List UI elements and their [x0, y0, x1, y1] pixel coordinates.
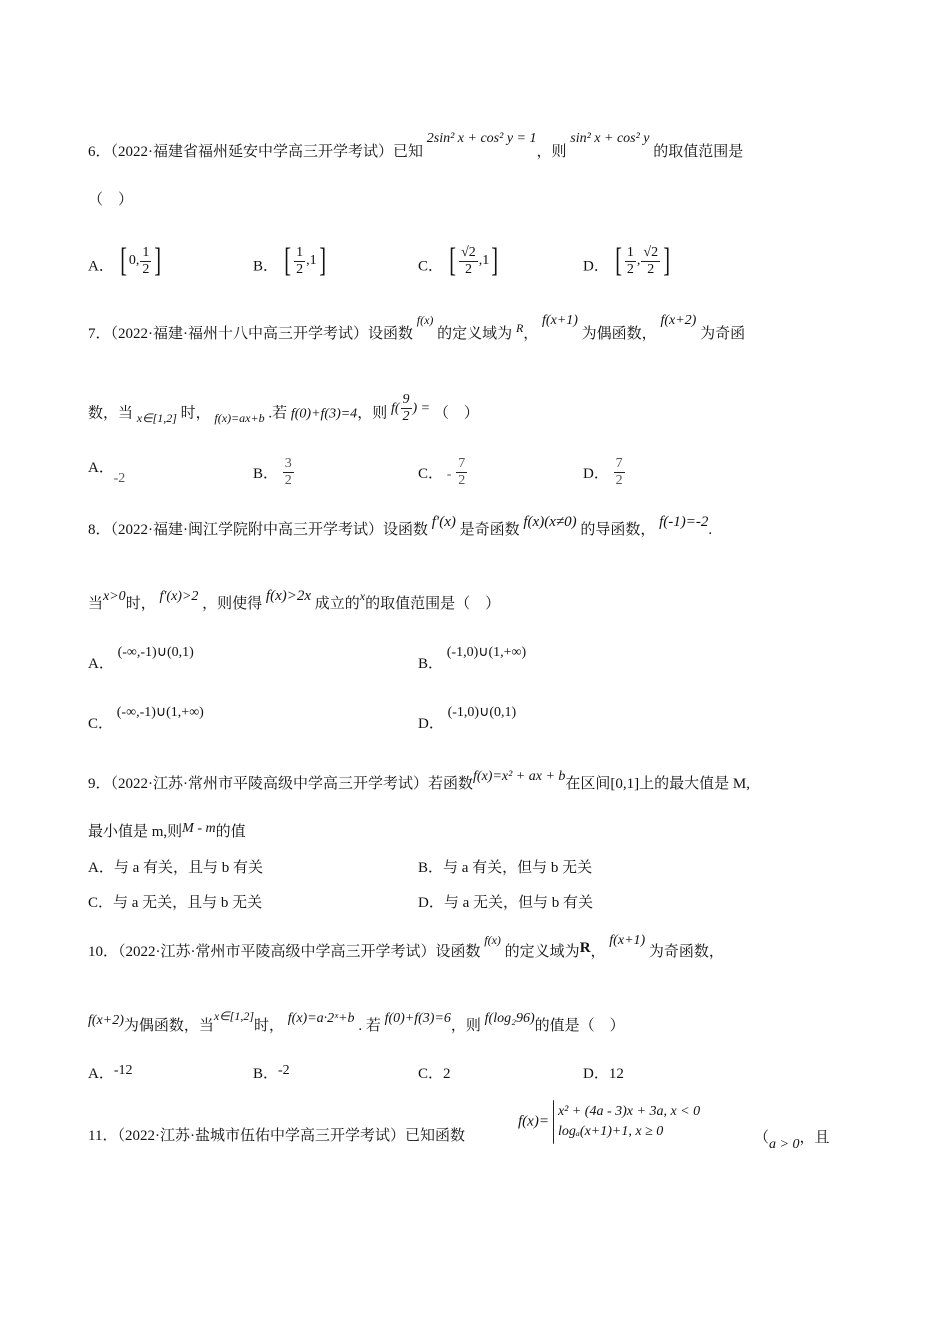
text-fragment: 最小值是 m,则	[88, 824, 183, 840]
option-math: -12	[113, 1063, 133, 1078]
q10-option-c[interactable]	[418, 1064, 451, 1084]
text-fragment: 为偶函数，	[581, 326, 657, 342]
math-inequality: f′(x)>2	[159, 589, 199, 604]
question-9-stem	[88, 769, 751, 795]
brace	[553, 1100, 554, 1144]
text-fragment: 的值	[215, 824, 246, 840]
q9-option-c[interactable]	[88, 893, 262, 913]
question-9-line2	[88, 822, 246, 843]
option-label: C．	[418, 258, 444, 275]
text-fragment: ，则使得	[202, 596, 263, 612]
text-fragment: （ ）	[433, 405, 479, 422]
q7-option-d[interactable]	[583, 458, 626, 491]
math-fx: f(x)=	[518, 1113, 549, 1130]
text-fragment: 时，	[125, 596, 156, 612]
option-label: D．	[583, 465, 609, 482]
question-number: 6．	[88, 144, 111, 160]
text-fragment: 的取值范围是（ ）	[365, 596, 501, 612]
math-fx: f(x)	[484, 933, 501, 947]
text-fragment: 为奇函	[700, 326, 746, 342]
math-fx: f(x)(x≠0)	[523, 514, 577, 530]
math-fprime: f′(x)	[431, 514, 456, 530]
math-R: R	[579, 940, 591, 956]
question-6-stem	[88, 131, 744, 163]
question-number: 11．	[88, 1128, 118, 1144]
question-6-paren: （ ）	[88, 192, 134, 208]
text-fragment: .	[708, 522, 713, 538]
math-fx: f(x)=x² + ax + b	[473, 769, 566, 784]
question-source: （2022·江苏·常州市平陵高级中学高三开学考试）若函数	[110, 776, 474, 792]
question-number: 9．	[88, 776, 111, 792]
math-f2: f(x+2)	[88, 1013, 124, 1028]
math-f1: f(x+1)	[542, 313, 578, 328]
text-fragment: 的值是（ ）	[534, 1018, 625, 1034]
option-label: B．	[418, 656, 444, 672]
math-xpos: x>0	[103, 589, 126, 604]
option-math: (-1,0)∪(0,1)	[447, 705, 517, 720]
text-fragment: .若	[268, 405, 288, 422]
option-math: - $\frac{7}{2}$	[446, 456, 466, 488]
option-math: $\frac{7}{2}$	[615, 456, 623, 488]
option-label: B．	[253, 465, 279, 482]
question-11-stem	[88, 1126, 465, 1146]
option-label: A．	[88, 1066, 114, 1082]
math-definition: f(x)=a·2ˣ+b	[287, 1011, 355, 1026]
question-number: 10．	[88, 944, 119, 960]
question-8-line2	[88, 588, 501, 615]
q7-option-b[interactable]	[253, 458, 295, 491]
option-math: [ $\frac{√2}{2}$ ,1]	[449, 242, 499, 279]
question-source: （2022·福建·闽江学院附中高三开学考试）设函数	[110, 522, 429, 538]
math-f2: f(x+2)	[660, 313, 697, 328]
text-fragment: 在区间[0,1]上的最大值是 M,	[565, 776, 751, 792]
option-label: D．	[418, 895, 444, 911]
math-domain: x∈[1,2]	[213, 1009, 255, 1023]
q9-option-a[interactable]	[88, 858, 263, 878]
piecewise-case-2: logₐ(x+1)+1, x ≥ 0	[557, 1124, 664, 1139]
text-fragment: 成立的	[314, 596, 360, 612]
option-label: A．	[88, 258, 114, 275]
option-text: 2	[443, 1066, 451, 1082]
option-label: C．	[88, 716, 114, 732]
math-condition: f(0)+f(3)=4	[290, 406, 358, 422]
text-fragment: 时，	[254, 1018, 285, 1034]
math-x: x	[359, 589, 366, 603]
q6-option-d[interactable]	[583, 242, 672, 284]
text-fragment: 为奇函数，	[648, 944, 724, 960]
question-source: （2022·江苏·常州市平陵高级中学高三开学考试）设函数	[118, 944, 481, 960]
q10-option-d[interactable]	[583, 1064, 624, 1084]
math-condition: f(-1)=-2	[659, 514, 709, 530]
option-math: [ 0, $\frac{1}{2}$ ]	[119, 242, 162, 279]
text-fragment: 为偶函数，当	[123, 1018, 214, 1034]
q6-option-c[interactable]	[418, 242, 501, 284]
option-text: 与 a 有关，但与 b 无关	[443, 860, 593, 876]
option-label: D．	[583, 258, 609, 275]
math-a-positive: a > 0	[769, 1137, 800, 1152]
question-number: 8．	[88, 522, 111, 538]
question-8-stem	[88, 514, 713, 540]
option-label: C．	[418, 465, 444, 482]
math-ask: f(log₂96)	[484, 1011, 535, 1026]
math-R: R	[515, 321, 524, 335]
option-label: B．	[418, 860, 444, 876]
math-ask: f(x)>2x	[265, 588, 312, 604]
option-text: 与 a 有关，且与 b 有关	[113, 860, 264, 876]
piecewise-function	[518, 1100, 700, 1144]
q7-option-a[interactable]	[88, 458, 129, 486]
q9-option-d[interactable]	[418, 893, 593, 913]
q10-option-b[interactable]	[253, 1064, 290, 1085]
option-math: (-1,0)∪(1,+∞)	[446, 645, 527, 660]
q8-option-d[interactable]	[418, 705, 517, 735]
math-f1: f(x+1)	[609, 933, 646, 948]
option-math: $\frac{3}{2}$	[284, 456, 292, 488]
option-text: 与 a 无关，且与 b 无关	[113, 895, 263, 911]
math-difference: M - m	[182, 821, 216, 836]
question-10-stem	[88, 933, 724, 963]
question-number: 7．	[88, 326, 111, 342]
math-expression: sin² x + cos² y	[570, 131, 650, 146]
option-math: (-∞,-1)∪(0,1)	[117, 645, 194, 660]
question-7-stem	[88, 313, 746, 345]
math-domain: x∈[1,2]	[136, 410, 177, 425]
text-fragment: 是奇函数	[459, 522, 520, 538]
question-7-line2: 数，当 $_{x\in[1,2]}$ 时， $_{f(x)=ax+b}$ .若 f(0)+f(3)=4，则 f( $\frac{9}{2}$ ) = （ ）	[88, 392, 479, 425]
text-fragment: ，则	[450, 1018, 481, 1034]
question-11-tail	[754, 1128, 830, 1152]
math-condition: f(0)+f(3)=6	[384, 1011, 451, 1026]
q8-option-a[interactable]	[88, 645, 194, 675]
text-fragment: ，	[590, 944, 606, 960]
question-source: （2022·福建·福州十八中高三开学考试）设函数	[110, 326, 414, 342]
option-label: D．	[418, 716, 444, 732]
text-fragment: 的定义域为	[504, 944, 580, 960]
option-math: -2	[113, 471, 126, 486]
text-fragment: 的导函数，	[580, 522, 656, 538]
option-label: A．	[88, 860, 114, 876]
math-definition: f(x)=ax+b	[214, 410, 265, 425]
option-math: [ $\frac{1}{2}$ , $\frac{√2}{2}$ ]	[614, 242, 671, 279]
text-fragment: 数，当	[88, 405, 134, 422]
option-text: 12	[608, 1066, 624, 1082]
piecewise-case-1: x² + (4a - 3)x + 3a, x < 0	[557, 1104, 701, 1119]
question-source: （2022·江苏·盐城市伍佑中学高三开学考试）已知函数	[117, 1128, 465, 1144]
option-label: C．	[418, 1066, 444, 1082]
option-math: -2	[278, 1063, 290, 1078]
q8-option-b[interactable]	[418, 645, 527, 675]
text-fragment: ，则	[357, 405, 388, 422]
text-fragment: 当	[88, 596, 104, 612]
text-fragment: （	[754, 1130, 770, 1146]
text-fragment: 时，	[180, 405, 211, 422]
question-10-line2	[88, 1009, 625, 1037]
q6-option-b[interactable]	[253, 242, 328, 284]
option-label: B．	[253, 258, 279, 275]
text-fragment: 的取值范围是	[653, 144, 744, 160]
q6-option-a[interactable]	[88, 242, 164, 284]
option-label: A．	[88, 656, 114, 672]
option-label: B．	[253, 1066, 279, 1082]
option-label: A．	[88, 460, 114, 476]
text-fragment: ，	[523, 326, 539, 342]
text-fragment: 的定义域为	[437, 326, 513, 342]
text-fragment: ，且	[799, 1130, 830, 1146]
option-text: 与 a 无关，但与 b 有关	[443, 895, 594, 911]
q9-option-b[interactable]	[418, 858, 592, 878]
question-source: （2022·福建省福州延安中学高三开学考试）已知	[110, 144, 424, 160]
option-label: C．	[88, 895, 114, 911]
math-fx: f(x)	[416, 313, 434, 327]
text-fragment: . 若	[358, 1018, 381, 1034]
q7-option-c[interactable]	[418, 458, 468, 491]
option-math: (-∞,-1)∪(1,+∞)	[116, 705, 204, 720]
text-fragment: ，则	[536, 144, 567, 160]
option-label: D．	[583, 1066, 609, 1082]
q10-option-a[interactable]	[88, 1064, 133, 1085]
option-math: [ $\frac{1}{2}$ ,1]	[284, 242, 326, 279]
q8-option-c[interactable]	[88, 705, 204, 735]
math-condition: 2sin² x + cos² y = 1	[426, 131, 537, 146]
